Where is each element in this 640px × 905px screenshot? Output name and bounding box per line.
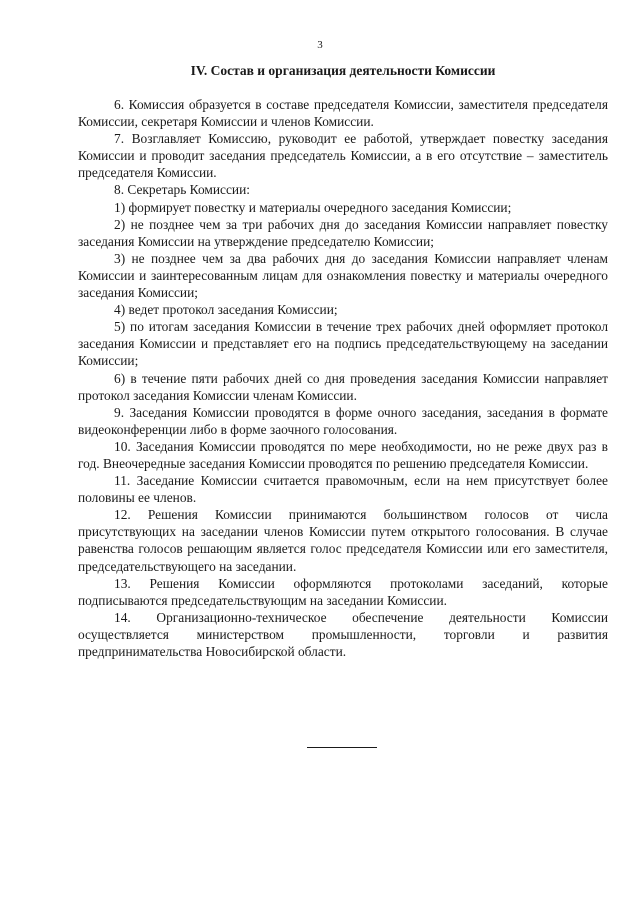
section-body [78, 96, 608, 660]
paragraph-8: 8. Секретарь Комиссии: [114, 182, 250, 198]
paragraph-8-item-4: 4) ведет протокол заседания Комиссии; [114, 302, 338, 318]
paragraph-8-item-5: 5) по итогам заседания Комиссии в течение трех рабочих дней оформляет протокол заседания Комиссии и представляет его на подпись председательствующему на заседании Комиссии; [78, 319, 608, 369]
paragraph-8-item-3: 3) не позднее чем за два рабочих дня до заседания Комиссии направляет членам Комиссии и заинтересованным лицам для ознакомления повестку и материалы очередного заседания Комиссии; [78, 250, 608, 301]
paragraph-8-item-6: 6) в течение пяти рабочих дней со дня проведения заседания Комиссии направляет протокол заседания Комиссии членам Комиссии. [78, 370, 608, 403]
paragraph-14: 14. Организационно-техническое обеспечение деятельности Комиссии осуществляется министерством промышленности, торговли и развития предпринимательства Новосибирской области. [78, 609, 608, 659]
paragraph-6: 6. Комиссия образуется в составе председателя Комиссии, заместителя председателя Комиссии, секретаря Комиссии и членов Комиссии. [78, 97, 608, 130]
paragraph-13: 13. Решения Комиссии оформляются протоколами заседаний, которые подписываются председательствующим на заседании Комиссии. [78, 575, 608, 608]
section-title: IV. Состав и организация деятельности Комиссии [190, 63, 496, 78]
paragraph-11: 11. Заседание Комиссии считается правомочным, если на нем присутствует более половины ее членов. [78, 473, 608, 506]
paragraph-10: 10. Заседания Комиссии проводятся по мере необходимости, но не реже двух раз в год. Внеочередные заседания Комиссии проводятся по решению председателя Комиссии. [78, 438, 608, 471]
paragraph-7: 7. Возглавляет Комиссию, руководит ее работой, утверждает повестку заседания Комиссии и проводит заседания председатель Комиссии, а в его отсутствие – заместитель председателя Комиссии. [78, 131, 608, 181]
page-number: 3 [317, 39, 323, 51]
end-of-document-rule [307, 747, 377, 748]
paragraph-12: 12. Решения Комиссии принимаются большинством голосов от числа присутствующих на заседании членов Комиссии путем открытого голосования. В случае равенства голосов решающим является голос председателя Комиссии или его заместителя, председательствующего на заседании. [78, 507, 608, 574]
paragraph-8-item-2: 2) не позднее чем за три рабочих дня до заседания Комиссии направляет повестку заседания Комиссии на утверждение председателю Комиссии; [78, 216, 608, 249]
paragraph-9: 9. Заседания Комиссии проводятся в форме очного заседания, заседания в формате видеоконференции либо в форме заочного голосования. [78, 404, 608, 437]
paragraph-8-item-1: 1) формирует повестку и материалы очередного заседания Комиссии; [114, 199, 512, 215]
